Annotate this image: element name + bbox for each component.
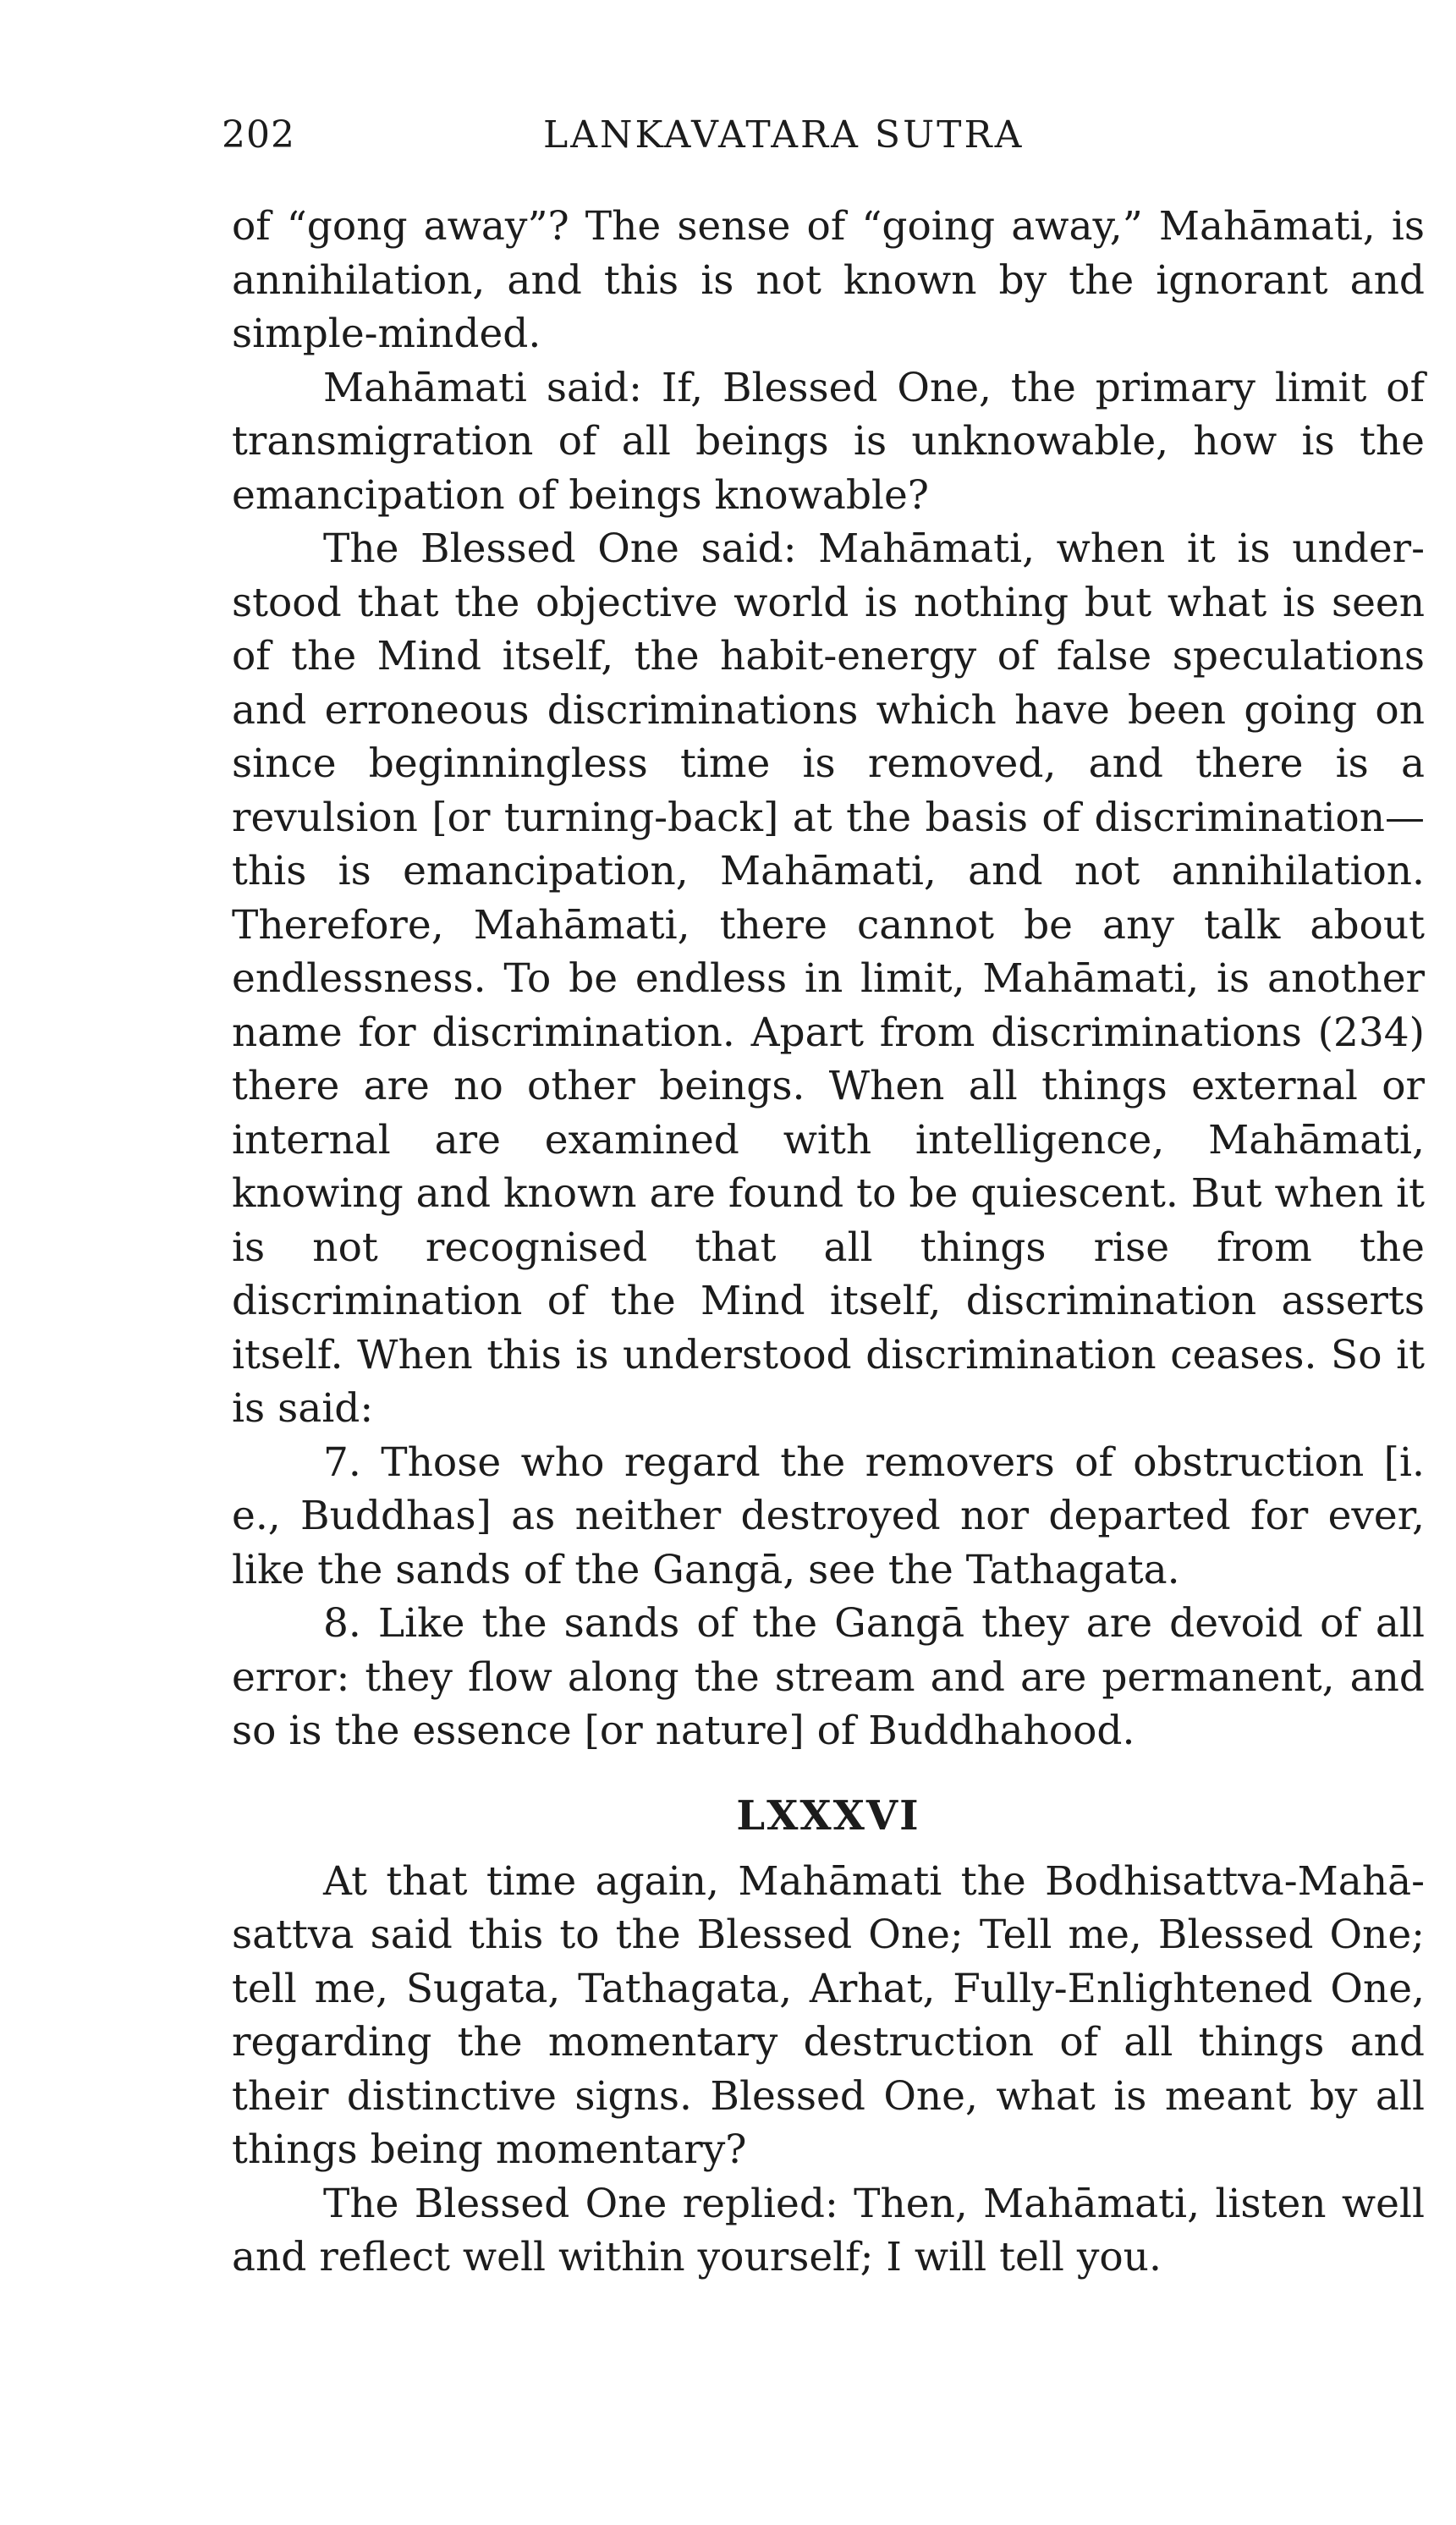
main-text [232, 200, 1425, 2285]
running-head [222, 113, 1423, 164]
paragraph: At that time again, Mahāmati the Bodhisattva-Mahāsattva said this to the Blessed One; Tell me, Blessed One; tell me, Sugata, Tathagata, Arhat, Fully-Enlightened One, regarding the momentary destruction of all things and their distinctive signs. Blessed One, what is meant by all things being momentary? [232, 1857, 1425, 2173]
paragraph: The Blessed One said: Mahāmati, when it is understood that the objective world is nothing but what is seen of the Mind itself, the habit-energy of false speculations and erroneous discriminations which have been going on since beginningless time is removed, and there is a revulsion [or turning-back] at the basis of discrimination—this is emancipation, Mahāmati, and not annihilation. Therefore, Mahāmati, there cannot be any talk about endlessness. To be endless in limit, Mahāmati, is another name for discrimination. Apart from discriminations (234) there are no other beings. When all things external or internal are examined with intelligence, Mahāmati, knowing and known are found to be quiescent. But when it is not recognised that all things rise from the discrimination of the Mind itself, discrimination asserts itself. When this is understood discrimination ceases. So it is said: [232, 525, 1425, 1432]
paragraph: The Blessed One replied: Then, Mahāmati, listen well and reflect well within yourself; I will tell you. [232, 2180, 1425, 2280]
verse-7: 7. Those who regard the removers of obstruction [i. e., Buddhas] as neither destroyed nor departed for ever, like the sands of the Gangā, see the Tathagata. [232, 1439, 1425, 1593]
verse-8: 8. Like the sands of the Gangā they are devoid of all error: they flow along the stream and are permanent, and so is the essence [or nature] of Buddhahood. [232, 1600, 1425, 1754]
paragraph: of “gong away”? The sense of “going away,” Mahāmati, is annihilation, and this is not known by the ignorant and simple-minded. [232, 203, 1425, 357]
running-title: LANKAVATARA SUTRA [543, 113, 1025, 157]
paragraph: Mahāmati said: If, Blessed One, the primary limit of transmigration of all beings is unknowable, how is the emancipation of beings knowable? [232, 364, 1425, 519]
page-number: 202 [222, 113, 295, 157]
section-heading: LXXXVI [736, 1791, 920, 1840]
